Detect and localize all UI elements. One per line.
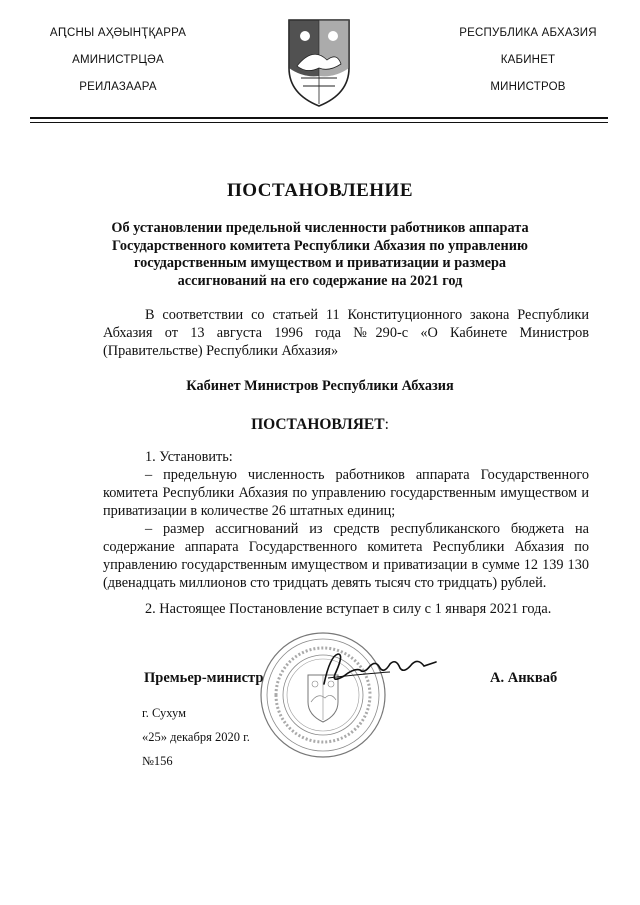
document-title: ПОСТАНОВЛЕНИЕ: [226, 180, 414, 201]
decides-colon: :: [384, 416, 389, 433]
document-subtitle: Об установлении предельной численности работников аппарата Государственного комитета Республики Абхазия по управлению государственным имуществом и приватизации и размера ассигнований на его содержание на 2021 год: [111, 220, 529, 289]
header-right-line1: РЕСПУБЛИКА АБХАЗИЯ: [459, 27, 597, 39]
header-abkhaz: [38, 26, 198, 107]
header-russian: [448, 26, 608, 107]
decides-heading: [0, 416, 640, 434]
item-1b: – размер ассигнований из средств республиканского бюджета на содержание аппарата Государственного комитета Республики Абхазия по управлению государственным имуществом и приватизации в сумме 12 139 130 (двенадцать миллионов сто тридцать девять тысяч сто тридцать) рублей.: [103, 521, 589, 591]
item-1a: – предельную численность работников аппарата Государственного комитета Республики Абхазия по управлению государственным имуществом и приватизации в количестве 26 штатных единиц;: [103, 467, 589, 519]
item-2: 2. Настоящее Постановление вступает в силу с 1 января 2021 года.: [145, 601, 552, 617]
header-left-line1: АԤСНЫ АҲӘЫНҬҚАРРА: [49, 27, 187, 39]
decides-word: ПОСТАНОВЛЯЕТ: [251, 416, 385, 433]
header-divider-thick: [30, 117, 608, 119]
emblem-icon: [283, 16, 355, 108]
header-left-line3: РЕИЛАЗААРА: [79, 81, 157, 93]
item-1: 1. Установить:: [145, 449, 233, 465]
signatory-name: А. Анкваб: [490, 670, 558, 686]
header-left-line2: АМИНИСТРЦӘА: [72, 54, 164, 66]
cabinet-line: Кабинет Министров Республики Абхазия: [186, 378, 454, 394]
header-right-line2: КАБИНЕТ: [500, 54, 556, 66]
header-divider-thin: [30, 122, 608, 123]
footer-city: г. Сухум: [142, 706, 187, 720]
footer-date: «25» декабря 2020 г.: [142, 730, 250, 744]
signature-mark: [320, 650, 440, 690]
footer-number: №156: [142, 754, 173, 768]
header-right-line3: МИНИСТРОВ: [490, 81, 566, 93]
preamble-paragraph: В соответствии со статьей 11 Конституционного закона Республики Абхазия от 13 августа 1996 года №290-с «О Кабинете Министров (Правительстве) Республики Абхазия»: [103, 307, 589, 359]
signatory-role: Премьер-министр: [144, 670, 264, 686]
